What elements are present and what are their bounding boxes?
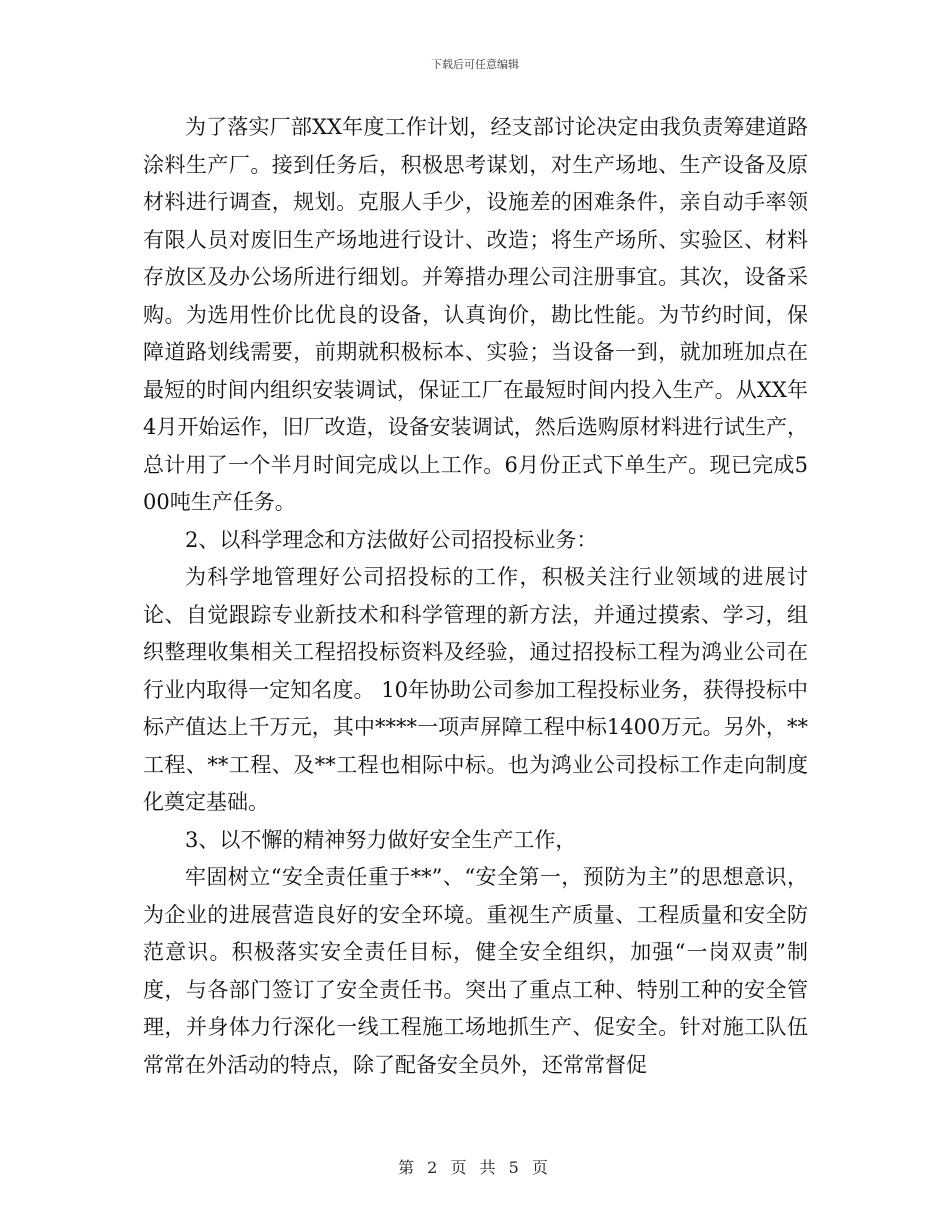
document-body [143,109,808,1084]
page-number: 第 2 页 共 5 页 [398,1158,552,1177]
page-header: 下载后可任意编辑 [431,58,519,71]
paragraph-safety: 牢固树立“安全责任重于**”、“安全第一，预防为主”的思想意识，为企业的进展营造良好的安全环境。重视生产质量、工程质量和安全防范意识。积极落实安全责任目标，健全安全组织，加强“一岗双责”制度，与各部门签订了安全责任书。突出了重点工种、特别工种的安全管理，并身体力行深化一线工程施工场地抓生产、促安全。针对施工队伍常常在外活动的特点，除了配备安全员外，还常常督促 [143,865,808,1077]
section-heading-safety: 3、以不懈的精神努力做好安全生产工作， [185,827,577,852]
section-heading-bidding: 2、以科学理念和方法做好公司招投标业务： [185,527,598,552]
paragraph-plant-setup: 为了落实厂部XX年度工作计划，经支部讨论决定由我负责筹建道路涂料生产厂。接到任务后，积极思考谋划，对生产场地、生产设备及原材料进行调查，规划。克服人手少，设施差的困难条件，亲自动手率领有限人员对废旧生产场地进行设计、改造；将生产场所、实验区、材料存放区及办公场所进行细划。并筹措办理公司注册事宜。其次，设备采购。为选用性价比优良的设备，认真询价，勘比性能。为节约时间，保障道路划线需要，前期就积极标本、实验；当设备一到，就加班加点在最短的时间内组织安装调试，保证工厂在最短时间内投入生产。从XX年4月开始运作，旧厂改造，设备安装调试，然后选购原材料进行试生产，总计用了一个半月时间完成以上工作。6月份正式下单生产。现已完成500吨生产任务。 [143,115,808,514]
paragraph-bidding: 为科学地管理好公司招投标的工作，积极关注行业领域的进展讨论、自觉跟踪专业新技术和科学管理的新方法，并通过摸索、学习，组织整理收集相关工程招投标资料及经验，通过招投标工程为鸿业公司在行业内取得一定知名度。 10年协助公司参加工程投标业务，获得投标中标产值达上千万元，其中****一项声屏障工程中标1400万元。另外，**工程、**工程、及**工程也相际中标。也为鸿业公司投标工作走向制度化奠定基础。 [143,565,808,814]
